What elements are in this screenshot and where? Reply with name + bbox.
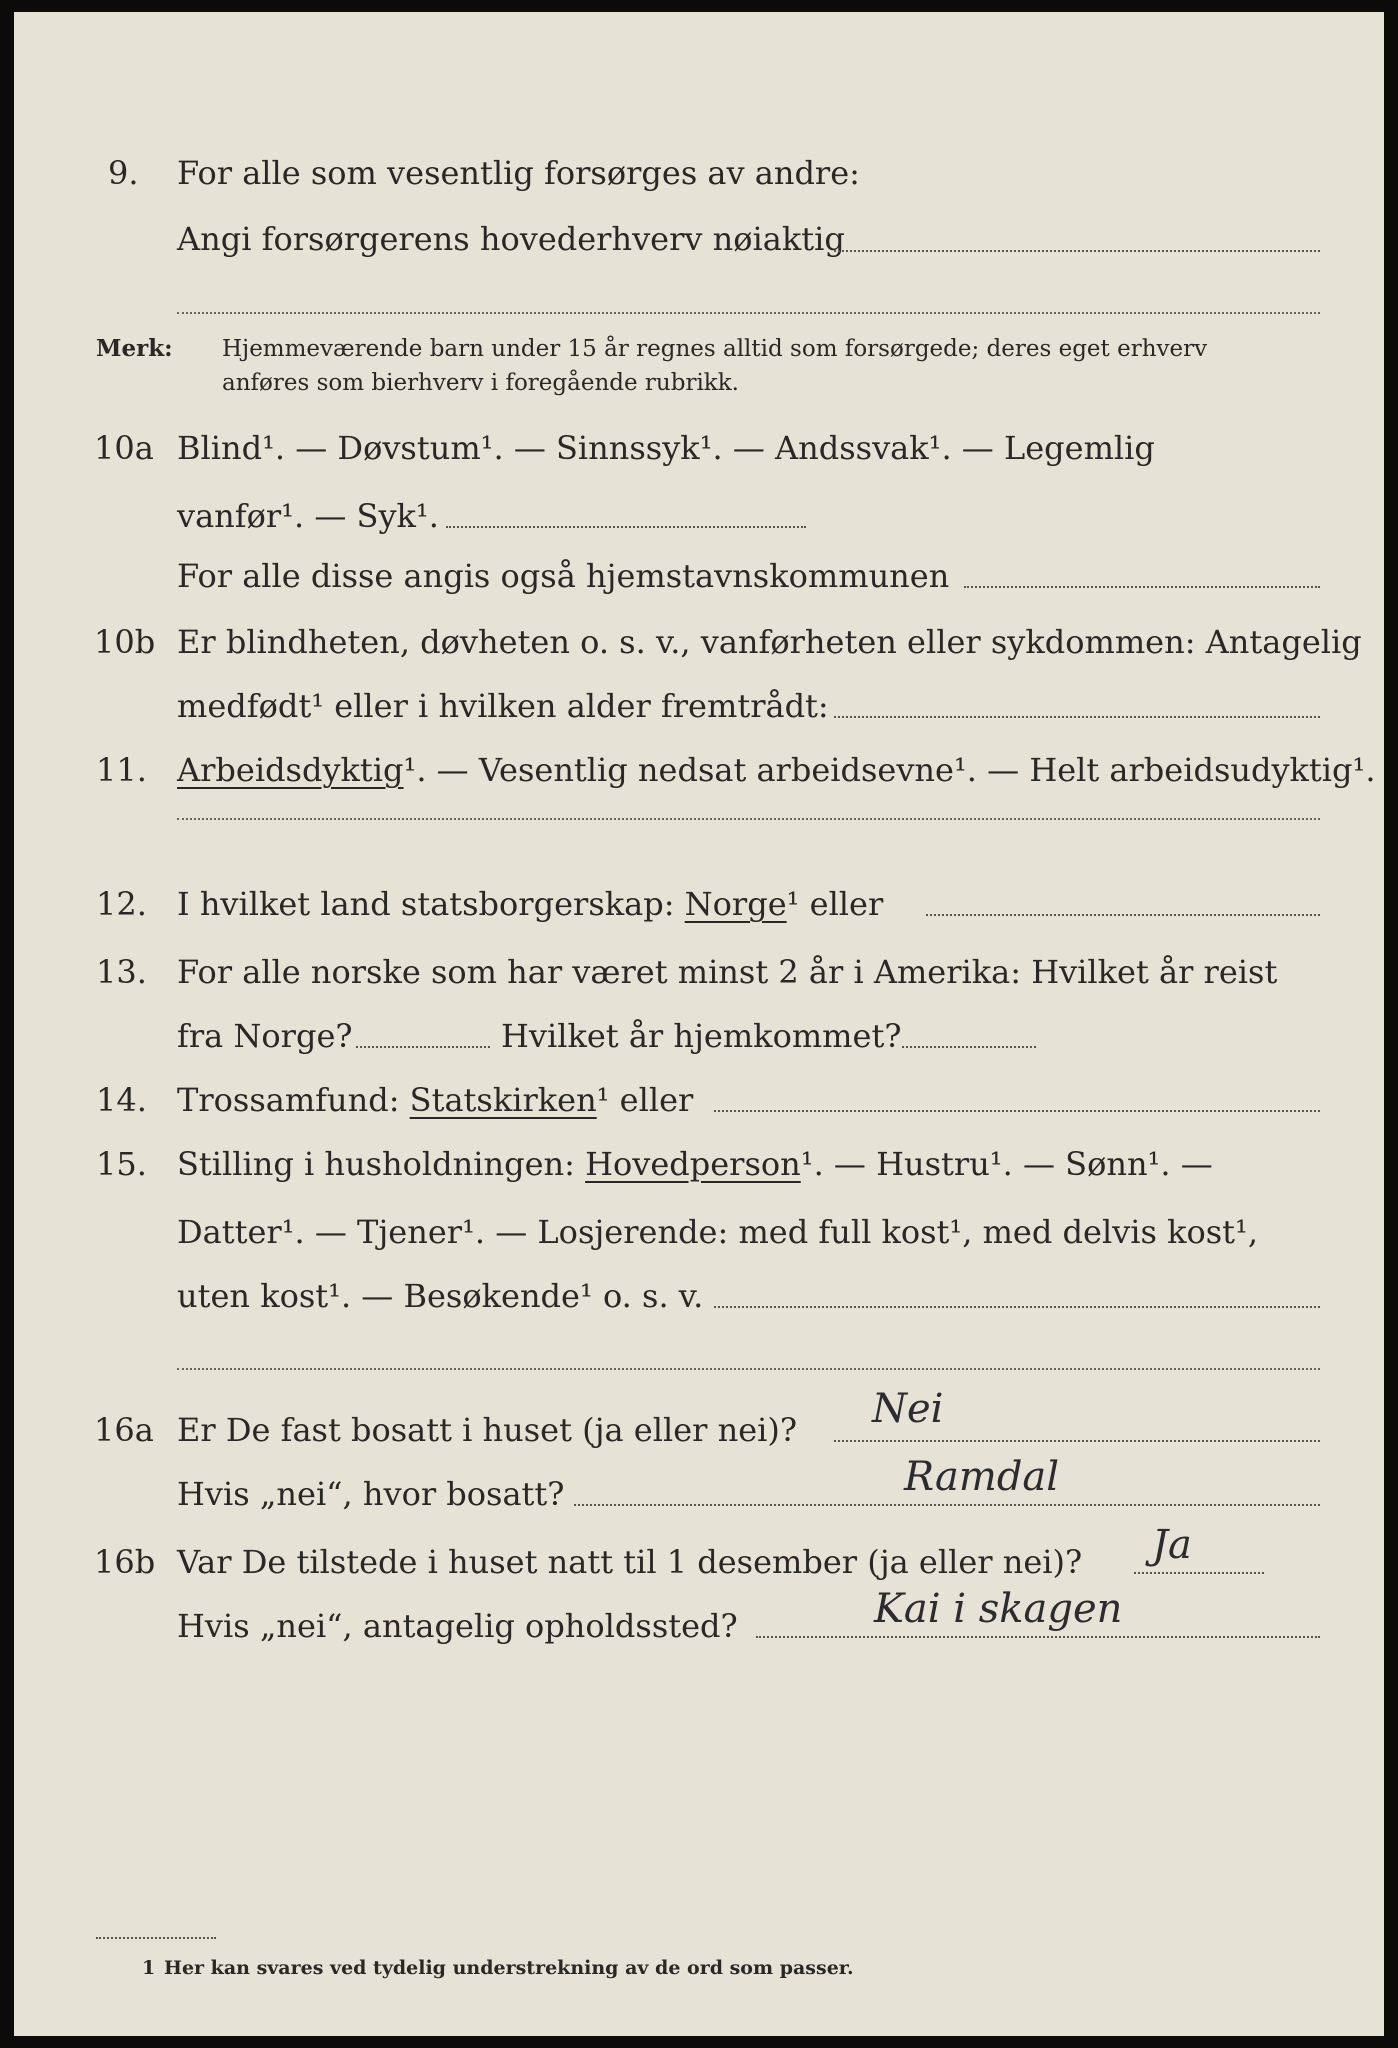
q15-number: 15.: [96, 1145, 147, 1183]
q10a-home-municipality-line: [964, 586, 1320, 588]
q15-line3: uten kost¹. — Besøkende¹ o. s. v.: [177, 1277, 704, 1315]
q10b-line1: Er blindheten, døvheten o. s. v., vanførheten eller sykdommen: Antagelig: [177, 623, 1362, 661]
q9-line1: For alle som vesentlig forsørges av andre:: [177, 154, 860, 192]
q14-underlined-answer: Statskirken: [409, 1081, 597, 1119]
q15-answer-line: [714, 1306, 1320, 1308]
q16b-handwritten-whereabouts: Kai i skagen: [874, 1586, 1123, 1632]
q10a-number: 10a: [94, 429, 154, 467]
footnote-text: Her kan svares ved tydelig understrekning av de ord som passer.: [164, 1957, 854, 1979]
q16b-answer-line: [1134, 1572, 1264, 1574]
merk-line1: Hjemmeværende barn under 15 år regnes alltid som forsørgede; deres eget erhverv: [222, 336, 1208, 362]
q10a-line1: Blind¹. — Døvstum¹. — Sinnssyk¹. — Andssvak¹. — Legemlig: [177, 429, 1155, 467]
q16b-line2: Hvis „nei“, antagelig opholdssted?: [177, 1607, 738, 1645]
q16a-number: 16a: [94, 1411, 154, 1449]
q9-line2: Angi forsørgerens hovederhverv nøiaktig: [177, 220, 845, 258]
q9-answer-line: [834, 250, 1320, 252]
q16b-handwritten-answer: Ja: [1152, 1522, 1192, 1568]
q15-underlined-answer: Hovedperson: [585, 1145, 801, 1183]
q14-text: [177, 1080, 693, 1120]
q16a-residence-line: [574, 1504, 1320, 1506]
q12-number: 12.: [96, 885, 147, 923]
q16b-line1: Var De tilstede i huset natt til 1 desember (ja eller nei)?: [177, 1543, 1083, 1581]
q10a-line3: For alle disse angis også hjemstavnskommunen: [177, 557, 950, 595]
q9-number: 9.: [108, 154, 139, 192]
q13-line1: For alle norske som har været minst 2 år i Amerika: Hvilket år reist: [177, 953, 1278, 991]
q16b-whereabouts-line: [756, 1636, 1320, 1638]
q13-line2a: fra Norge?: [177, 1017, 353, 1055]
q15-second-answer-line: [177, 1368, 1320, 1370]
q10b-number: 10b: [94, 623, 156, 661]
q11-underlined-answer: Arbeidsdyktig: [177, 751, 404, 789]
q15-line2: Datter¹. — Tjener¹. — Losjerende: med full kost¹, med delvis kost¹,: [177, 1213, 1259, 1251]
q10b-line2: medfødt¹ eller i hvilken alder fremtrådt:: [177, 687, 829, 725]
q12-suffix: ¹ eller: [786, 885, 884, 923]
q16a-line2: Hvis „nei“, hvor bosatt?: [177, 1475, 565, 1513]
q10a-answer-line: [446, 526, 806, 528]
q13-year-returned-line: [902, 1046, 1036, 1048]
q12-underlined-answer: Norge: [684, 885, 787, 923]
q11-answer-line: [177, 818, 1320, 820]
q9-second-answer-line: [177, 312, 1320, 314]
q12-question: I hvilket land statsborgerskap:: [177, 885, 675, 923]
q13-line2b: Hvilket år hjemkommet?: [501, 1017, 902, 1055]
q15-options: ¹. — Hustru¹. — Sønn¹. —: [800, 1145, 1213, 1183]
footnote-marker: 1: [142, 1957, 156, 1979]
merk-label: Merk:: [96, 335, 173, 362]
q11-options: ¹. — Vesentlig nedsat arbeidsevne¹. — Helt arbeidsudyktig¹.: [403, 751, 1376, 789]
q16b-number: 16b: [94, 1543, 156, 1581]
q10a-line2: vanfør¹. — Syk¹.: [177, 497, 439, 535]
q16a-answer-line: [834, 1440, 1320, 1442]
q11-number: 11.: [96, 751, 147, 789]
q16a-line1: Er De fast bosatt i huset (ja eller nei)?: [177, 1411, 798, 1449]
q12-answer-line: [926, 914, 1320, 916]
q14-answer-line: [714, 1110, 1320, 1112]
q13-year-left-line: [356, 1046, 490, 1048]
q16a-handwritten-answer: Nei: [872, 1386, 944, 1432]
q13-number: 13.: [96, 953, 147, 991]
q14-question: Trossamfund:: [177, 1081, 400, 1119]
q11-text: [177, 750, 1376, 790]
q14-suffix: ¹ eller: [596, 1081, 694, 1119]
census-form-page: [14, 12, 1384, 2036]
q15-question: Stilling i husholdningen:: [177, 1145, 575, 1183]
q16a-handwritten-residence: Ramdal: [904, 1454, 1060, 1500]
footnote-separator: [96, 1937, 216, 1939]
q10b-answer-line: [834, 716, 1320, 718]
q12-text: [177, 884, 883, 924]
q14-number: 14.: [96, 1081, 147, 1119]
q15-line1: [177, 1144, 1213, 1184]
merk-line2: anføres som bierhverv i foregående rubrikk.: [222, 370, 739, 396]
